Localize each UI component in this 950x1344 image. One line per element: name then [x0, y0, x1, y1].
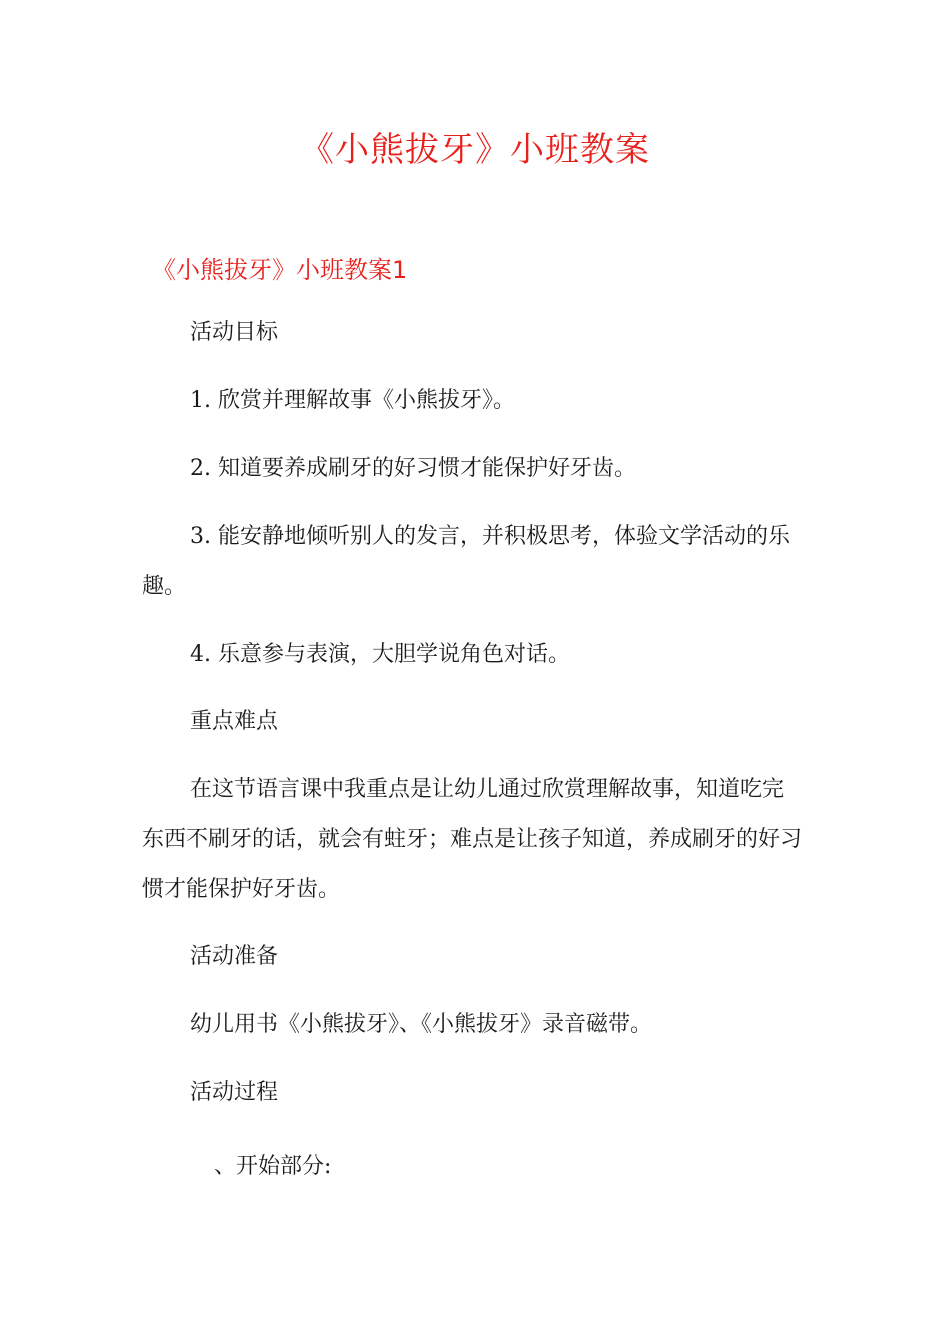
preparation-text: 幼儿用书《小熊拔牙》、《小熊拔牙》录音磁带。 [190, 1012, 653, 1037]
goals-heading: 活动目标 [190, 320, 279, 345]
preparation-heading: 活动准备 [190, 944, 279, 969]
key-points-text: 在这节语言课中我重点是让幼儿通过欣赏理解故事，知道吃完东西不刷牙的话，就会有蛀牙；难点是让孩子知道，养成刷牙的好习惯才能保护好牙齿。 [142, 777, 803, 902]
key-points-heading: 重点难点 [190, 709, 279, 734]
section-title: 《小熊拔牙》小班教案1 [152, 256, 408, 284]
goal-item-1: 1. 欣赏并理解故事《小熊拔牙》。 [190, 388, 515, 413]
process-heading: 活动过程 [190, 1080, 279, 1105]
document-title: 《小熊拔牙》小班教案 [300, 130, 650, 170]
goal-item-4: 4. 乐意参与表演，大胆学说角色对话。 [190, 642, 570, 667]
process-first-part: 、开始部分: [214, 1154, 332, 1179]
goal-item-3: 3. 能安静地倾听别人的发言，并积极思考，体验文学活动的乐趣。 [142, 524, 790, 599]
goal-item-2: 2. 知道要养成刷牙的好习惯才能保护好牙齿。 [190, 456, 636, 481]
